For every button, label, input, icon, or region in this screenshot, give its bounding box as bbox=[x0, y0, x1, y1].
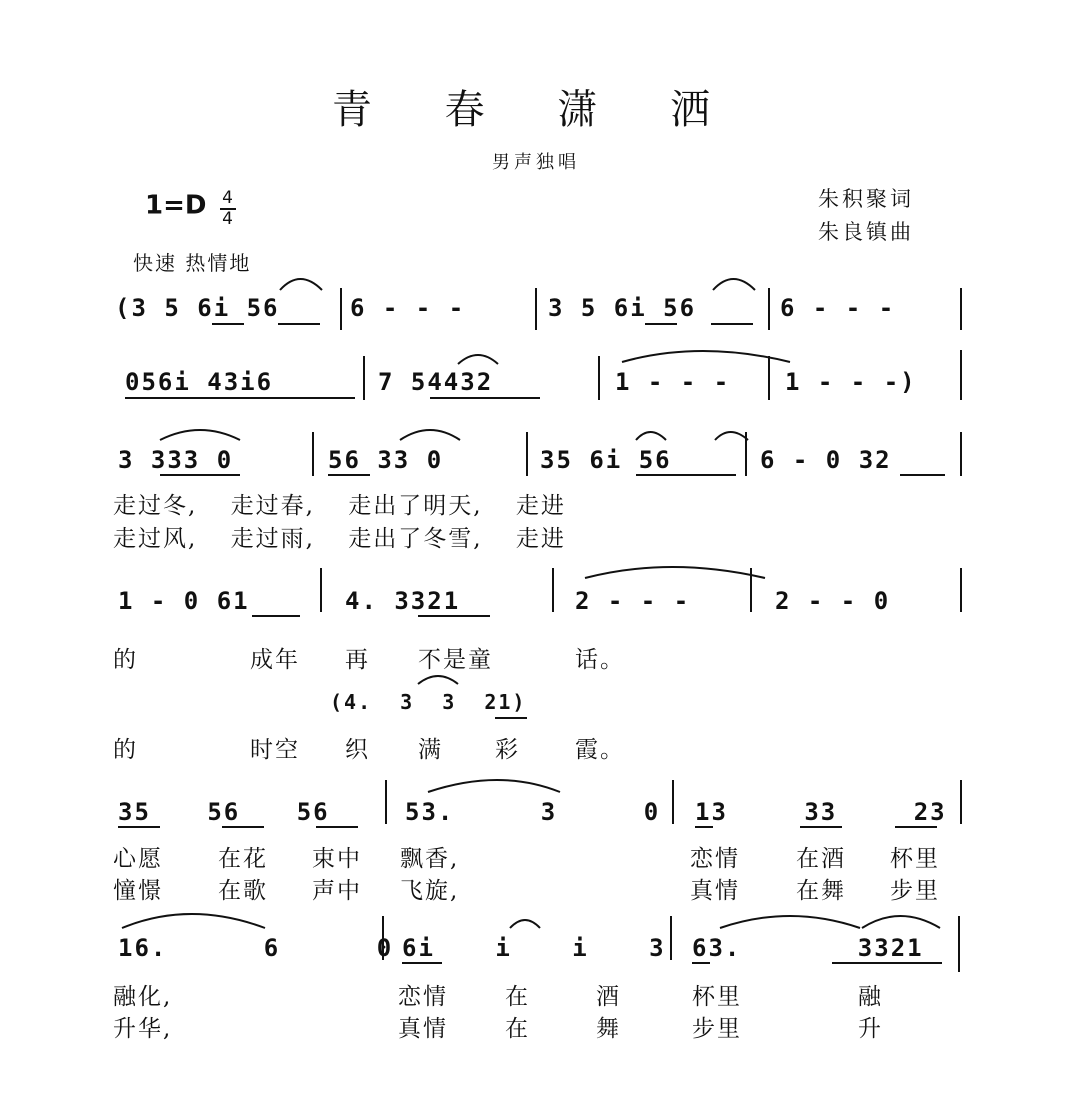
composer-credit: 朱良镇曲 bbox=[818, 220, 914, 244]
lyric-r5-v2-4: 真情 bbox=[690, 878, 740, 904]
lyric-r4-v2-4: 彩 bbox=[495, 737, 520, 763]
measure-r1-2: 6 - - - bbox=[350, 294, 466, 322]
lyric-r5-v2-5: 在舞 bbox=[796, 878, 846, 904]
lyric-r6-v1-4: 杯里 bbox=[692, 984, 742, 1010]
measure-r4-3: 2 - - - bbox=[575, 587, 691, 615]
lyric-r6-v2-2: 在 bbox=[505, 1016, 530, 1042]
lyric-r6-v1-0: 融化, bbox=[113, 984, 173, 1010]
time-top: 4 bbox=[222, 188, 233, 208]
slur bbox=[428, 780, 560, 792]
slur bbox=[636, 432, 666, 440]
lyric-r6-v1-5: 融 bbox=[858, 984, 883, 1010]
measure-r5-3: 13 33 23 bbox=[695, 798, 947, 826]
lyric-r6-v2-4: 步里 bbox=[692, 1016, 742, 1042]
measure-r4-4: 2 - - 0 bbox=[775, 587, 891, 615]
slur bbox=[400, 430, 460, 440]
measure-r6-2: 6i i i 3 bbox=[402, 934, 666, 962]
lyric-r6-v2-1: 真情 bbox=[398, 1016, 448, 1042]
tie bbox=[585, 567, 765, 578]
lyric-r5-v2-1: 在歌 bbox=[218, 878, 268, 904]
lyric-r4-v1-3: 不是童 bbox=[418, 647, 493, 673]
lyric-r6-v2-5: 升 bbox=[858, 1016, 883, 1042]
measure-r2-4: 1 - - -) bbox=[785, 368, 917, 396]
lyric-r6-v1-3: 酒 bbox=[596, 984, 621, 1010]
measure-r3-3: 35 6i 56 bbox=[540, 446, 672, 474]
measure-r1-1: (3 5 6i 56 bbox=[115, 294, 280, 322]
alt-ending-notes: (4. 3 3 21) bbox=[330, 690, 527, 714]
lyric-r6-v2-3: 舞 bbox=[596, 1016, 621, 1042]
slur bbox=[458, 355, 498, 364]
slur bbox=[862, 916, 940, 928]
lyric-r5-v1-2: 束中 bbox=[312, 846, 362, 872]
slur bbox=[160, 430, 240, 440]
lyric-r4-v2-0: 的 bbox=[113, 737, 138, 763]
lyric-r5-v1-6: 杯里 bbox=[890, 846, 940, 872]
measure-r2-3: 1 - - - bbox=[615, 368, 731, 396]
lyric-r4-v1-4: 话。 bbox=[575, 647, 625, 673]
tempo-marking: 快速 热情地 bbox=[133, 251, 252, 275]
lyric-r5-v1-0: 心愿 bbox=[113, 846, 163, 872]
lyric-r4-v1-0: 的 bbox=[113, 647, 138, 673]
slur bbox=[418, 676, 458, 684]
lyric-r5-v1-4: 恋情 bbox=[690, 846, 740, 872]
measure-r4-1: 1 - 0 61 bbox=[118, 587, 250, 615]
measure-r2-1: 056i 43i6 bbox=[125, 368, 274, 396]
lyric-r4-v2-1: 时空 bbox=[250, 737, 300, 763]
lyric-r6-v1-2: 在 bbox=[505, 984, 530, 1010]
lyric-r6-v2-0: 升华, bbox=[113, 1016, 173, 1042]
lyric-r3-verse2: 走过风, 走过雨, 走出了冬雪, 走进 bbox=[113, 526, 566, 552]
measure-r2-2: 7 54432 bbox=[378, 368, 494, 396]
measure-r4-2: 4. 3321 bbox=[345, 587, 461, 615]
lyric-r5-v1-3: 飘香, bbox=[400, 846, 460, 872]
measure-r1-4: 6 - - - bbox=[780, 294, 896, 322]
lyric-r5-v2-3: 飞旋, bbox=[400, 878, 460, 904]
song-title: 青 春 潇 洒 bbox=[331, 87, 741, 133]
slur bbox=[720, 916, 860, 928]
measure-r5-1: 35 56 56 bbox=[118, 798, 330, 826]
slur bbox=[715, 432, 748, 440]
lyric-r5-v2-6: 步里 bbox=[890, 878, 940, 904]
key-label: 1=D bbox=[145, 190, 207, 221]
measure-r6-3: 63. 3321 bbox=[692, 934, 924, 962]
measure-r3-4: 6 - 0 32 bbox=[760, 446, 892, 474]
time-bottom: 4 bbox=[222, 209, 233, 229]
slur bbox=[510, 920, 540, 928]
lyric-r5-v1-1: 在花 bbox=[218, 846, 268, 872]
lyric-r5-v2-0: 憧憬 bbox=[113, 878, 163, 904]
measure-r3-1: 3 333 0 bbox=[118, 446, 234, 474]
lyric-r4-v2-2: 织 bbox=[345, 737, 370, 763]
lyric-r5-v1-5: 在酒 bbox=[796, 846, 846, 872]
lyric-r5-v2-2: 声中 bbox=[312, 878, 362, 904]
slur bbox=[713, 279, 755, 290]
lyric-r4-v1-2: 再 bbox=[345, 647, 370, 673]
lyric-r4-v2-3: 满 bbox=[418, 737, 443, 763]
measure-r1-3: 3 5 6i 56 bbox=[548, 294, 697, 322]
tie bbox=[622, 351, 790, 362]
song-subtitle: 男声独唱 bbox=[492, 152, 580, 173]
lyric-r3-verse1: 走过冬, 走过春, 走出了明天, 走进 bbox=[113, 493, 566, 519]
slur bbox=[280, 279, 322, 290]
measure-r3-2: 56 33 0 bbox=[328, 446, 444, 474]
measure-r6-1: 16. 6 0 bbox=[118, 934, 394, 962]
lyric-r4-v1-1: 成年 bbox=[250, 647, 300, 673]
slur bbox=[122, 914, 265, 928]
lyric-r6-v1-1: 恋情 bbox=[398, 984, 448, 1010]
measure-r5-2: 53. 3 0 bbox=[405, 798, 661, 826]
lyric-r4-v2-5: 霞。 bbox=[575, 737, 625, 763]
lyricist-credit: 朱积聚词 bbox=[818, 187, 914, 211]
